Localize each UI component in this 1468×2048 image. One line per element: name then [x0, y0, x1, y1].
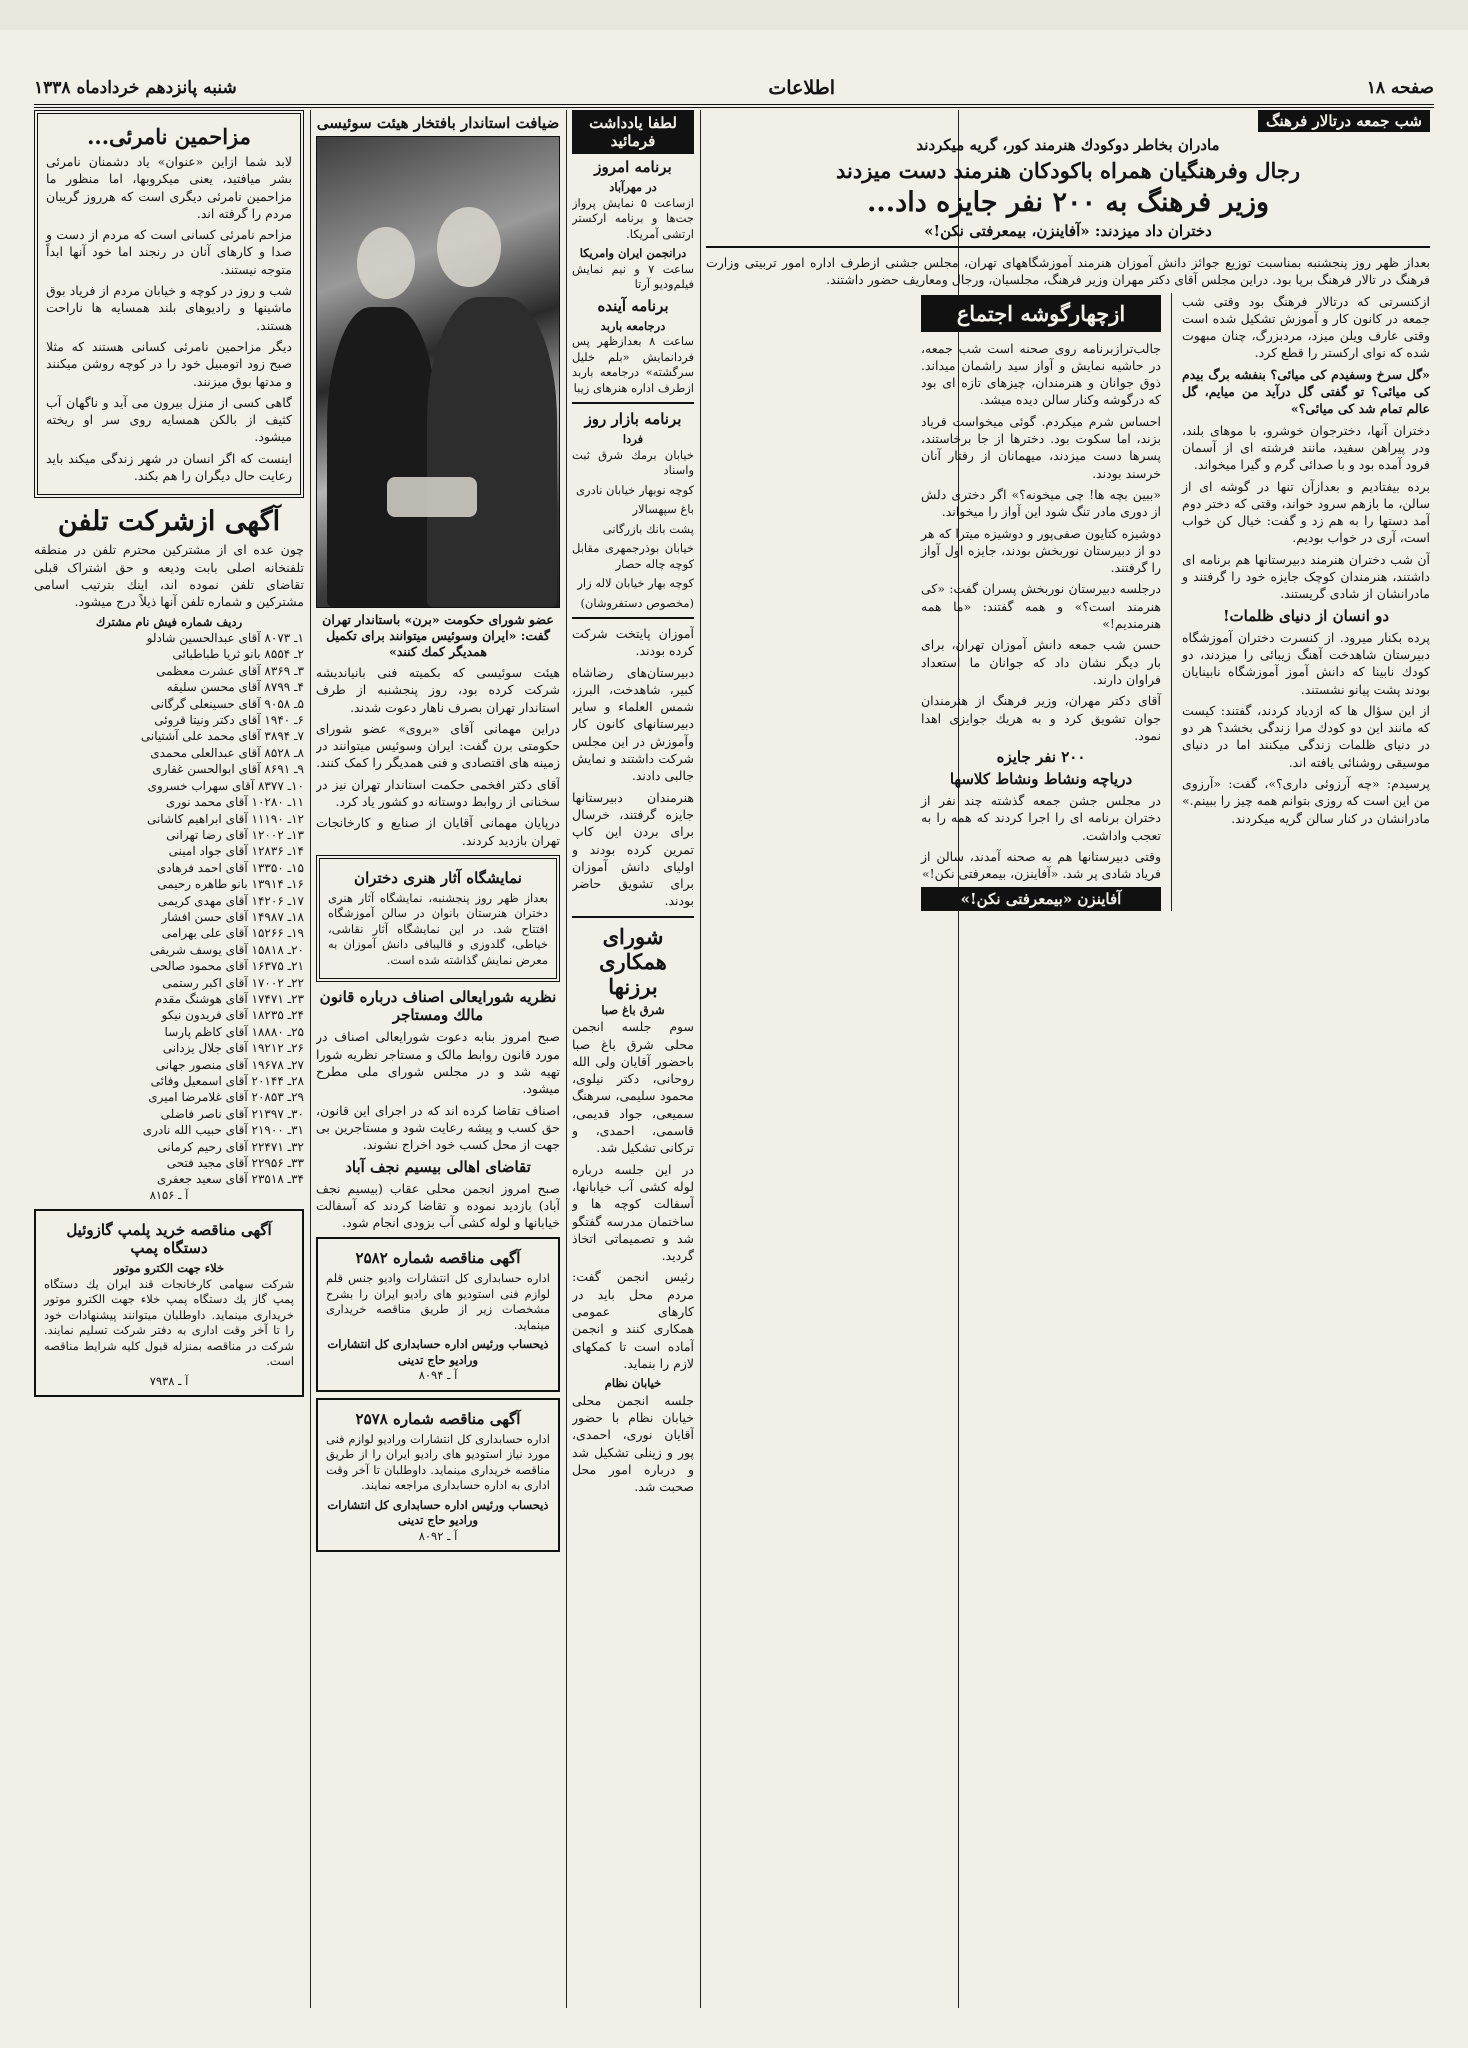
nuisances-paragraph: لابد شما ازاین «عنوان» یاد دشمنان نامرئی بشر میافتید، یعنی میکروبها، اما منظور ما مزاحمین نامرئی دیگری است که هرروز گریبان مردم را گرفته اند.	[46, 154, 292, 221]
phone-list-text: ۳۲ـ ۲۲۴۷۱ آقای رحیم کرمانی	[157, 1139, 304, 1154]
pump-sub: خلاء جهت الکترو موتور	[113, 1261, 225, 1276]
bazaar-line: کوچه بهار خیابان لاله زار	[577, 576, 694, 590]
phone-list-text: ۱ـ ۸۰۷۳ آقای عبدالحسین شادلو	[146, 631, 304, 646]
phone-list-item	[34, 1155, 304, 1171]
lead-headline: رجال وفرهنگیان همراه باکودکان هنرمند دست میزدند	[835, 158, 1301, 183]
corners-footer: آفاینزن «بیمعرفتی نکن!»	[921, 887, 1161, 911]
corners-box-title: ازچهارگوشه اجتماع	[921, 295, 1161, 332]
tender-title: آگهی مناقصه شماره ۲۵۸۲	[355, 1249, 521, 1268]
divider	[706, 246, 1430, 248]
column-rule	[700, 110, 701, 2008]
column-rule	[310, 110, 311, 2008]
phone-list-text: ۲ـ ۸۵۵۴ بانو ثریا طباطبائی	[172, 647, 304, 662]
phone-list-text: ۱۱ـ ۱۰۲۸۰ آقای محمد نوری	[165, 795, 304, 810]
phone-list-item	[34, 1073, 304, 1089]
phone-list-text: ۳ـ ۸۳۶۹ آقای عشرت معظمی	[156, 663, 304, 678]
shura-paragraph: در این جلسه درباره لوله کشی آب خیابانها، آسفالت کوچه ها و ساختمان مدرسه گفتگو شد و تصمیماتی اتخاذ گردید.	[572, 1161, 694, 1264]
lead-paragraph: برده بیفتادیم و بعدازآن تنها در گوشه ای از سالن، ما بازهم سرود خواند، وقتی که دختر دوم آمد دستها را به هم زد و گفت: خیال کن خواب است، آری در خواب بودیم.	[1182, 478, 1430, 546]
phone-list-item	[34, 778, 304, 794]
lead-body-left	[921, 293, 1161, 911]
phone-list-text: ۲۹ـ ۲۰۸۵۳ آقای غلامرضا امیری	[148, 1090, 304, 1105]
phone-list-item	[34, 1106, 304, 1122]
phone-list-item	[34, 1139, 304, 1155]
tender-code: آ ـ ۸۰۹۲	[418, 1528, 458, 1543]
lead-body-right	[1182, 293, 1430, 911]
phone-list-item	[34, 728, 304, 744]
lead-body-columns	[706, 293, 1430, 911]
phone-list-item	[34, 679, 304, 695]
lead-paragraph: ازکنسرتی که درتالار فرهنگ بود وقتی شب جمعه در کانون کار و آموزش تشکیل شده است وقتی عارف ویلن میزد، مردبزرگ، چنان مبهوت شده که نوای ارکستر را قطع کرد.	[1182, 293, 1430, 361]
exhibition-box	[316, 855, 560, 983]
phone-list-item	[34, 794, 304, 810]
tender-sign: ذیحساب ورئیس اداره حسابداری کل انتشارات ورادیو حاج تدینی	[327, 1337, 549, 1367]
phone-list-text: ۱۸ـ ۱۴۹۸۷ آقای حسن افشار	[161, 909, 304, 924]
corners-paragraph: درجلسه دبیرستان نوربخش پسران گفت: «کی هنرمند است؟» و همه گفتند: «ما همه هنرمندیم!»	[921, 581, 1161, 632]
nuisances-paragraph: مزاحم نامرئی کسانی است که مردم از دست و صدا و کارهای آنان در رنجند اما خود آنها ابداً متوجه نیستند.	[46, 227, 292, 277]
phone-list-item	[34, 1007, 304, 1023]
lead-subhead: مادران بخاطر دوکودك هنرمند کور، گریه میکردند	[916, 136, 1220, 154]
phone-list-text: ۸ـ ۸۵۲۸ آقای عبدالعلی محمدی	[150, 745, 304, 760]
nuisances-paragraph: اینست که اگر انسان در شهر زندگی میکند باید رعایت حال دیگران را هم بکند.	[46, 450, 292, 484]
corners-paragraph: وقتی دبیرستانها هم به صحنه آمدند، سالن از فریاد شادی پر شد. «آفاینزن، بیمعرفتی نکن!»	[921, 849, 1161, 882]
radio-line: ساعت ۷ و نیم نمایش فیلم‌ودیو آرتا	[572, 261, 694, 291]
phone-list-head: ردیف شماره فیش نام مشترك	[95, 614, 243, 629]
exhibition-text: بعداز ظهر روز پنجشنبه، نمایشگاه آثار هنری دختران هنرستان بانوان در سالن آموزشگاه افتتاح شد. در این نمایشگاه آثار نقاشی، خیاطی، گلدوزی و قالیبافی دانش آموزان به معرض نمایش گذاشته شده است.	[328, 890, 548, 967]
phone-ad-text: چون عده ای از مشترکین محترم تلفن در منطقه تلفنخانه اصلی بابت ودیعه و حق اشتراک قبلی تقاضای تلفن نموده اند، اینك بترتیب اسامی مشترکین و شماره تلفن آنها ذیلاً درج میشود.	[34, 542, 304, 610]
phone-list-text: ۲۴ـ ۱۸۲۳۵ آقای فریدون نیکو	[161, 1008, 304, 1023]
divider	[572, 617, 694, 619]
scan-top-strip	[0, 0, 1468, 30]
photo-plate	[387, 477, 477, 517]
swiss-paragraph: آقای دکتر افخمی حکمت استاندار تهران نیز در سخنانی از روابط دوستانه دو کشور یاد کرد.	[316, 776, 560, 810]
corners-stat: ۲۰۰ نفر جایزه	[996, 748, 1086, 767]
phone-list-text: ۱۶ـ ۱۳۹۱۴ بانو طاهره رحیمی	[157, 877, 304, 892]
phone-list-text: ۶ـ ۱۹۴۰ آقای دکتر ونیتا قروئی	[154, 713, 304, 728]
bazaar-line: باغ سپهسالار	[632, 502, 694, 516]
corners-paragraph: احساس شرم میکردم. گوئی میخواست فریاد بزند، اما سکوت بود. دخترها از جا برخاستند، پسرها دست میزدند، میهمانان از رفتار آنان خرسند بودند.	[921, 413, 1161, 481]
tender-title: آگهی مناقصه شماره ۲۵۷۸	[355, 1409, 521, 1428]
radio-line: درانجمن ایران وامریکا	[579, 246, 687, 260]
phone-ad-title: آگهی ازشرکت تلفن	[57, 506, 281, 538]
radio-upcoming: برنامه آینده	[597, 296, 669, 315]
column-rule	[566, 110, 567, 2008]
tender-code: آ ـ ۸۰۹۴	[418, 1368, 458, 1383]
photo-figure	[327, 307, 437, 607]
photo-figure	[427, 297, 557, 607]
shura-paragraph: جلسه انجمن محلی خیابان نظام با حضور آقایان نوری، احمدی، پور و زینلی تشکیل شد و درباره امور محل صحبت شد.	[572, 1392, 694, 1495]
phone-list-item	[34, 893, 304, 909]
radio-line: ساعت ۸ بعدازظهر پس فردانمایش «بلم خلیل سرگشته» درجامعه باربد ازطرف اداره هنرهای زیبا	[572, 334, 694, 395]
phone-list-item	[34, 958, 304, 974]
phone-list-text: ۵ـ ۹۰۵۸ آقای حسینعلی گرگانی	[150, 696, 304, 711]
phone-list-text: ۲۷ـ ۱۹۶۷۸ آقای منصور جهانی	[155, 1057, 304, 1072]
masthead	[34, 72, 1434, 108]
radio-line: درجامعه باربد	[600, 318, 666, 333]
corners-paragraph: حسن شب جمعه دانش آموزان تهران، برای بار دیگر نشان داد که جوانان ما استعداد فراوان دارند.	[921, 637, 1161, 687]
phone-list-text: ۳۰ـ ۲۱۳۹۷ آقای ناصر فاضلی	[160, 1106, 304, 1121]
phone-list-text: ۱۳ـ ۱۲۰۰۲ آقای رضا تهرانی	[166, 827, 304, 842]
lead-headline-2: وزیر فرهنگ به ۲۰۰ نفر جایزه داد...	[866, 187, 1270, 218]
phone-list-text: ۳۳ـ ۲۲۹۵۶ آقای مجید فتحی	[166, 1156, 304, 1171]
inner-rule	[1171, 293, 1172, 911]
photo-caption: عضو شورای حکومت «برن» باستاندار تهران گفت: «ایران وسوئیس میتوانند برای تکمیل همدیگر کمك کنند»	[322, 612, 554, 659]
tender-box	[316, 1398, 560, 1553]
lead-kicker: شب جمعه درتالار فرهنگ	[1258, 110, 1430, 132]
lead-paragraph: آن شب دختران هنرمند دبیرستانها هم برنامه ای داشتند، هنرمندان کوچک جایزه خود را گرفتند و مادرانشان از شادی گریستند.	[1182, 551, 1430, 602]
phone-list-text: ۲۲ـ ۱۷۰۰۲ آقای اکبر رستمی	[162, 975, 304, 990]
phone-list-item	[34, 860, 304, 876]
phone-list-item	[34, 942, 304, 958]
invisible-nuisances-box	[34, 110, 304, 498]
phone-list-item	[34, 712, 304, 728]
law-title: نظریه شورایعالی اصناف درباره قانون مالك ومستاجر	[319, 988, 557, 1025]
notes-paragraph: آموزان پایتخت شرکت کرده بودند.	[572, 626, 694, 659]
phone-list-item	[34, 991, 304, 1007]
phone-list-item	[34, 827, 304, 843]
lead-poem: «گل سرخ وسفیدم کی میائی؟ بنفشه برگ بیدم کی میائی؟ تو گفتی گل درآید من میایم، گل عالم تمام شد کی میائی؟»	[1182, 366, 1430, 417]
corners-paragraph: آقای دکتر مهران، وزیر فرهنگ از هنرمندان جوان تشویق کرد و به هریك جوایزی اهدا نمود.	[921, 693, 1161, 743]
lead-paragraph: بعداز ظهر روز پنجشنبه بمناسبت توزیع جوائز دانش آموزان هنرمند آموزشگاههای تهران، مجلس جشنی ازطرف اداره امور تربیتی وزارت فرهنگ در تالار فرهنگ برپا بود. دراین مجلس آقای دکتر مهران وزیر فرهنگ، مجلسیان، ورجال ومعاریف حضور داشتند.	[706, 255, 1430, 288]
phone-list-item	[34, 646, 304, 662]
corners-paragraph: دوشیزه کتایون صفی‌پور و دوشیزه میترا که هر دو از دبیرستان نوربخش بودند، جایزه اول آواز را گرفتند.	[921, 525, 1161, 576]
phone-list-text: ۲۳ـ ۱۷۴۷۱ آقای هوشنگ مقدم	[154, 991, 304, 1006]
phone-list-text: ۲۱ـ ۱۶۳۷۵ آقای محمود صالحی	[150, 959, 304, 974]
tender-text: اداره حسابداری کل انتشارات ورادیو لوازم فنی مورد نیاز استودیو های رادیو ایران را از طریق مناقصه خریداری مینماید. داوطلبان تا آخر وقت اداری به اداره حسابداری مراجعه نمایند.	[326, 1431, 550, 1493]
phone-list-item	[34, 876, 304, 892]
phone-list-text: ۹ـ ۸۶۹۱ آقای ابوالحسن غفاری	[152, 762, 304, 777]
page-label: صفحه ۱۸	[1366, 78, 1434, 98]
phone-list-text: ۱۴ـ ۱۲۸۳۶ آقای جواد امینی	[168, 844, 304, 859]
najaf-title: تقاضای اهالی بیسیم نجف آباد	[345, 1157, 531, 1176]
shura-sub: شرق باغ صبا	[601, 1002, 665, 1017]
law-paragraph: صبح امروز بنابه دعوت شورایعالی اصناف در مورد قانون روابط مالک و مستاجر نظریه شورا تهیه شد و در مجلس شورای ملی مطرح میشود.	[316, 1029, 560, 1097]
law-paragraph: اصناف تقاضا کرده اند که در اجرای این قانون، حق کسب و پیشه رعایت شود و مستاجرین بی جهت از محل کسب خود اخراج نشوند.	[316, 1102, 560, 1153]
phone-list-item	[34, 843, 304, 859]
phone-list	[34, 630, 304, 1188]
photo-face	[437, 207, 501, 287]
shura-title: شورای همکاری برزنها	[599, 923, 667, 999]
pump-code: آ ـ ۷۹۳۸	[149, 1373, 189, 1388]
notes-box-title: لطفا یادداشت فرمائید	[572, 110, 694, 154]
phone-list-item	[34, 745, 304, 761]
bazaar-line: خیابان بوذرجمهری مقابل کوچه چاله حصار	[572, 541, 694, 571]
nuisances-paragraph: گاهی کسی از منزل بیرون می آید و ناگهان آب کثیف از بالکن همسایه روی سر او ریخته میشود.	[46, 394, 292, 445]
bazaar-line: خیابان برمك شرق ثبت واسناد	[572, 447, 694, 477]
divider	[572, 402, 694, 404]
bazaar-title: برنامه بازار روز	[584, 410, 682, 428]
phone-list-item	[34, 761, 304, 777]
nuisances-title: مزاحمین نامرئی...	[87, 124, 251, 149]
nuisances-paragraph: دیگر مزاحمین نامرئی کسانی هستند که مثلا صبح زود اتومبیل خود را در کوچه روشن میکنند و مدتها بوق میزنند.	[46, 338, 292, 389]
phone-list-item	[34, 1089, 304, 1105]
lead-subhead-2: دو انسان از دنیای ظلمات!	[1222, 606, 1390, 625]
lead-paragraph: پرده بکنار میرود. از کنسرت دختران آموزشگاه دبیرستان شاهدخت آهنگ زیبائی را میزدند، دو کودك نابینا که دانش آموز آموزشگاه نابینایان بودند پشت پیانو نشستند.	[1182, 629, 1430, 697]
phone-list-text: ۱۹ـ ۱۵۲۶۶ آقای علی بهرامی	[161, 926, 304, 941]
phone-list-item	[34, 975, 304, 991]
lead-paragraph: پرسیدم: «چه آرزوئی داری؟»، گفت: «آرزوی من این است که روزی بتوانم همه چیز را ببینم.» مادرانشان در کنار سالن گریه میکردند.	[1182, 776, 1430, 826]
phone-list-text: ۱۲ـ ۱۱۱۹۰ آقای ابراهیم کاشانی	[146, 811, 304, 826]
tender-text: اداره حسابداری کل انتشارات وادیو جنس قلم لوازم فنی استودیو های رادیو ایران را بشرح مشخصات زیر از طریق مناقصه خریداری مینماید.	[326, 1271, 550, 1332]
pump-title: آگهی مناقصه خرید پلمپ گازوئیل دستگاه پمپ	[66, 1221, 272, 1258]
phone-ad-code: آ ـ ۸۱۵۶	[149, 1187, 189, 1202]
radio-today: برنامه امروز	[594, 158, 672, 176]
news-photo	[316, 136, 560, 608]
notes-paragraph: هنرمندان دبیرستانها جایزه گرفتند، خرسال برای بردن این کاپ تمرین کرده بودند و اولیای دانش آموزان برای تشویق حاضر بودند.	[572, 789, 694, 909]
phone-list-text: ۲۸ـ ۲۰۱۴۴ آقای اسمعیل وفائی	[150, 1074, 304, 1088]
phone-list-text: ۲۶ـ ۱۹۲۱۲ آقای جلال یزدانی	[162, 1041, 304, 1056]
swiss-paragraph: درپایان مهمانی آقایان از صنایع و کارخانجات تهران بازدید کردند.	[316, 815, 560, 848]
lead-paragraph: دختران آنها، دخترجوان خوشرو، با موهای بلند، ودر پیراهن سفید، مانند فرشته ای از آسمان فرود آمده بود و با صدائی گرم و گیرا میخواند.	[1182, 422, 1430, 473]
phone-list-text: ۷ـ ۳۸۹۴ آقای محمد علی آشتیانی	[140, 729, 304, 744]
phone-list-item	[34, 1057, 304, 1073]
swiss-paragraph: دراین مهمانی آقای «بروی» عضو شورای حکومتی برن گفت: ایران وسوئیس میتوانند در زمینه های اقتصادی و فنی همدیگر را کمک کنند.	[316, 720, 560, 771]
bazaar-line: پشت بانك بازرگانی	[602, 521, 694, 536]
phone-list-item	[34, 811, 304, 827]
phone-list-item	[34, 1122, 304, 1138]
phone-list-text: ۱۷ـ ۱۴۲۰۶ آقای مهدی کریمی	[157, 893, 304, 908]
phone-list-item	[34, 909, 304, 925]
phone-list-item	[34, 663, 304, 679]
phone-list-text: ۳۱ـ ۲۱۹۰۰ آقای حبیب الله نادری	[142, 1123, 304, 1138]
shura-paragraph: رئیس انجمن گفت: مردم محل باید در کارهای عمومی همکاری کنند و انجمن آماده است تا کمکهای لازم را بنماید.	[572, 1269, 694, 1371]
phone-list-item	[34, 1040, 304, 1056]
najaf-paragraph: صبح امروز انجمن محلی عقاب (بیسیم نجف آباد) بازدید نموده و تقاضا کردند که آسفالت خیابانها و لوله کشی آب بزودی انجام شود.	[316, 1180, 560, 1231]
tender-sign: ذیحساب ورئیس اداره حسابداری کل انتشارات ورادیو حاج تدینی	[327, 1497, 549, 1528]
photo-face	[357, 227, 415, 299]
notes-column	[572, 110, 694, 2008]
radio-place: در مهرآباد	[609, 180, 657, 194]
lead-paragraph: از این سؤال ها که ازدیاد کردند، گفتند: کیست که مانند این دو کودك مرا زندگی بخشد؟ هر دو در دنیای ظلمات زندگی میکنند اما در دنیای موسیقی روشنائی یافته اند.	[1182, 702, 1430, 770]
phone-list-text: ۲۵ـ ۱۸۸۸۰ آقای کاظم پارسا	[164, 1024, 304, 1039]
radio-line: ازساعت ۵ نمایش پرواز جت‌ها و برنامه ارکستر ارتشی آمریکا.	[572, 195, 694, 241]
photo-column	[316, 110, 560, 2008]
phone-list-text: ۱۵ـ ۱۳۳۵۰ آقای احمد فرهادی	[156, 860, 304, 875]
tender-box	[316, 1237, 560, 1392]
bazaar-line: (مخصوص دستفروشان)	[580, 595, 694, 610]
phone-list-text: ۴ـ ۸۷۹۹ آقای محسن سلیقه	[166, 680, 304, 695]
corners-paragraph: جالب‌ترازبرنامه روی صحنه است شب جمعه، در حاشیه نمایش و آواز سید راشمان میداند. ذوق جوانان و هنرمندان، چیزهای تازه ای بود که درگوشه وکنار سالن دیده میشد.	[921, 340, 1161, 408]
phone-list-item	[34, 925, 304, 941]
pump-text: شرکت سهامی کارخانجات قند ایران یك دستگاه پمپ گاز یك دستگاه پمپ خلاء جهت الکترو موتور خریداری مینماید. داوطلبان میتوانند پیشنهادات خود را تا آخر وقت اداری به دفتر شرکت تسلیم نمایند. شرکت در مناقصه بمنزله قبول کلیه شرایط مناقصه است.	[44, 1276, 294, 1369]
left-column	[34, 110, 304, 2008]
bazaar-line: کوچه نوبهار خیابان نادری	[576, 482, 694, 497]
lead-deck: دختران داد میزدند: «آفاینزن، بیمعرفتی نکن!»	[924, 222, 1212, 240]
phone-list-item	[34, 1171, 304, 1187]
phone-list-text: ۳۴ـ ۲۳۵۱۸ آقای سعید جعفری	[156, 1172, 304, 1187]
shura-paragraph: سوم جلسه انجمن محلی شرق باغ صبا باحضور آقایان ولی الله روحانی، دکتر نیلوی، محمود سلیمی، سرهنگ سمیعی، جواد قدیمی، قاسمی، احمدی، و ترکانی تشکیل شد.	[572, 1019, 694, 1156]
nuisances-paragraph: شب و روز در کوچه و خیابان مردم از فریاد بوق ماشینها و رادیوهای بلند همسایه ها ناراحت هستند.	[46, 283, 292, 333]
pump-tender-box	[34, 1209, 304, 1397]
lead-story	[706, 110, 1430, 2008]
swiss-headline: ضیافت استاندار بافتخار هیئت سوئیسی	[316, 114, 560, 132]
swiss-paragraph: هیئت سوئیسی که بکمیته فنی بانیاندیشه شرکت کرده بود، روز پنجشنبه از طرف استاندار تهران بصرف ناهار دعوت شدند.	[316, 665, 560, 715]
corners-paragraph: در مجلس جشن جمعه گذشته چند نفر از دختران برنامه ای را اجرا کردند که همه را به تعجب واداشت.	[921, 793, 1161, 843]
corners-subhead: دریاچه ونشاط ونشاط کلاسها	[949, 770, 1133, 789]
phone-list-item	[34, 1024, 304, 1040]
phone-list-text: ۱۰ـ ۸۳۷۷ آقای سهراب خسروی	[147, 778, 304, 793]
bazaar-sub: فردا	[622, 432, 644, 446]
notes-paragraph: دبیرستان‌های رضاشاه کبیر، شاهدخت، البرز، شمس العلماء و سایر دبیرستانهای کانون کار وآموزش در این مجلس شرکت داشتند و نمایش جالبی دادند.	[572, 664, 694, 784]
phone-list-item	[34, 630, 304, 646]
divider	[572, 916, 694, 918]
shura-sub-2: خیابان نظام	[604, 1376, 662, 1391]
corners-paragraph: «ببین بچه ها! چی میخونه؟» اگر دختری دلش از دوری مادر تنگ شود این آواز را میخواند.	[921, 486, 1161, 520]
phone-list-item	[34, 696, 304, 712]
phone-list-text: ۲۰ـ ۱۵۸۱۸ آقای یوسف شریفی	[149, 942, 304, 957]
exhibition-title: نمایشگاه آثار هنری دختران	[354, 868, 522, 887]
issue-date: شنبه پانزدهم خردادماه ۱۳۳۸	[34, 78, 237, 98]
newspaper-name: اطلاعات	[768, 77, 836, 99]
